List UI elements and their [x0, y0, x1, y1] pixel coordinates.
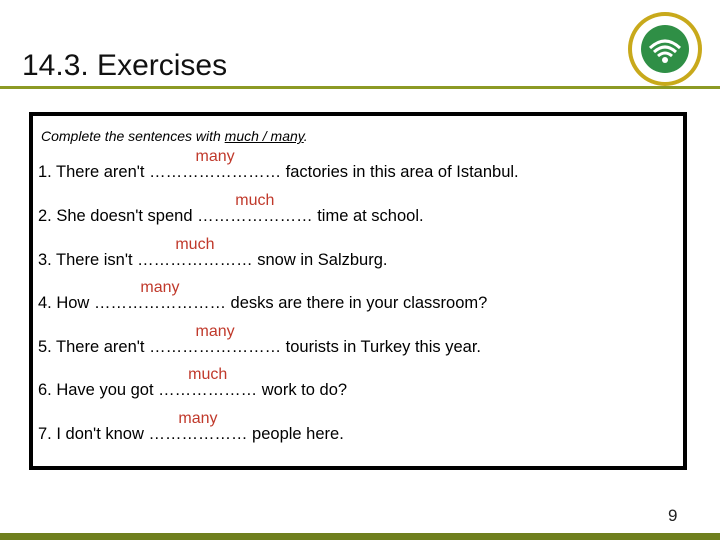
answer-blank	[93, 279, 226, 313]
answer-blank	[149, 148, 282, 182]
answer-blank	[149, 323, 282, 357]
sentence-end: factories in this area of Istanbul.	[281, 163, 519, 181]
instruction-prefix: Complete the sentences with	[41, 128, 225, 144]
instruction-text	[41, 128, 308, 144]
blank-dots: …………………	[137, 251, 253, 269]
answer-blank	[158, 366, 258, 400]
sentence-start: 5. There aren't	[38, 338, 150, 356]
answer-word: many	[140, 279, 180, 296]
sentence-end: snow in Salzburg.	[252, 251, 388, 269]
exercise-sentence	[38, 148, 519, 182]
slide-title: 14.3. Exercises	[22, 49, 228, 82]
university-seal-icon	[626, 10, 704, 88]
instruction-choices: much / many	[224, 128, 304, 144]
answer-word: much	[175, 236, 215, 253]
blank-dots: ……………………	[149, 163, 282, 181]
title-underline	[0, 86, 720, 89]
sentence-end: time at school.	[312, 207, 424, 225]
footer-bar	[0, 533, 720, 540]
exercise-sentence	[38, 192, 424, 226]
sentence-start: 2. She doesn't spend	[38, 207, 198, 225]
blank-dots: ……………………	[93, 294, 226, 312]
exercise-sentence	[38, 323, 481, 357]
blank-dots: ………………	[158, 381, 258, 399]
answer-word: much	[235, 192, 275, 209]
sentence-end: work to do?	[257, 381, 348, 399]
instruction-suffix: .	[303, 128, 308, 144]
exercise-sentence	[38, 279, 488, 313]
answer-word: many	[195, 323, 235, 340]
page-number: 9	[668, 506, 678, 525]
answer-word: many	[195, 148, 235, 165]
sentence-start: 6. Have you got	[38, 381, 159, 399]
blank-dots: …………………	[197, 207, 313, 225]
blank-dots: ………………	[148, 425, 248, 443]
exercise-panel	[29, 112, 687, 470]
sentence-start: 3. There isn't	[38, 251, 138, 269]
exercise-sentence	[38, 410, 344, 444]
exercise-sentence	[38, 236, 388, 270]
answer-blank	[137, 236, 253, 270]
sentence-start: 4. How	[38, 294, 94, 312]
answer-blank	[148, 410, 248, 444]
answer-word: many	[178, 410, 218, 427]
blank-dots: ……………………	[149, 338, 282, 356]
sentence-start: 7. I don't know	[38, 425, 149, 443]
sentence-end: people here.	[247, 425, 344, 443]
sentence-end: tourists in Turkey this year.	[281, 338, 481, 356]
answer-blank	[197, 192, 313, 226]
exercise-sentence	[38, 366, 348, 400]
sentence-start: 1. There aren't	[38, 163, 150, 181]
sentence-end: desks are there in your classroom?	[225, 294, 488, 312]
answer-word: much	[188, 366, 228, 383]
